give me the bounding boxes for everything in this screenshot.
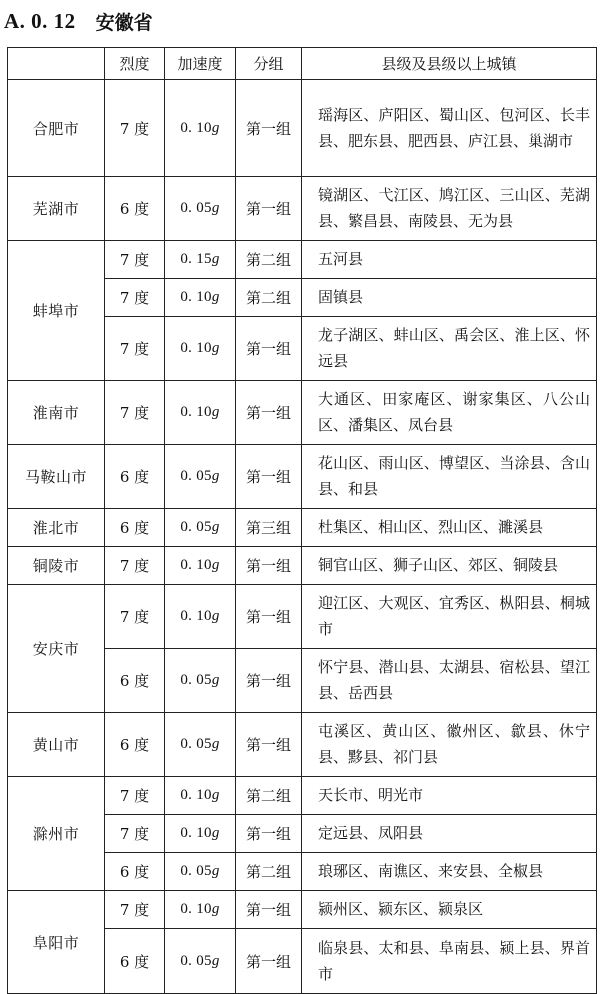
towns-cell: 杜集区、相山区、烈山区、濉溪县 [302, 509, 597, 547]
towns-cell: 琅琊区、南谯区、来安县、全椒县 [302, 853, 597, 891]
city-cell: 马鞍山市 [8, 445, 105, 509]
intensity-cell: 6 度 [105, 853, 165, 891]
header-group: 分组 [236, 48, 302, 80]
towns-cell: 瑶海区、庐阳区、蜀山区、包河区、长丰县、肥东县、肥西县、庐江县、巢湖市 [302, 80, 597, 177]
table-row [8, 585, 597, 649]
acceleration-cell [165, 317, 236, 381]
acceleration-value: 0. 15 [180, 251, 212, 267]
intensity-cell: 7 度 [105, 317, 165, 381]
acceleration-value: 0. 05 [180, 952, 212, 969]
group-cell: 第一组 [236, 649, 302, 713]
acceleration-unit: g [211, 672, 220, 688]
table-row [8, 891, 597, 929]
acceleration-value: 0. 10 [180, 289, 212, 305]
city-cell: 蚌埠市 [8, 241, 105, 381]
acceleration-cell [165, 815, 236, 853]
towns-cell: 定远县、凤阳县 [302, 815, 597, 853]
seismic-table [7, 47, 597, 994]
towns-cell: 天长市、明光市 [302, 777, 597, 815]
acceleration-unit: g [211, 608, 220, 624]
intensity-cell: 7 度 [105, 585, 165, 649]
group-cell: 第一组 [236, 547, 302, 585]
intensity-cell: 6 度 [105, 649, 165, 713]
acceleration-unit: g [211, 736, 220, 752]
acceleration-unit: g [211, 404, 220, 420]
group-cell: 第二组 [236, 777, 302, 815]
group-cell: 第二组 [236, 853, 302, 891]
acceleration-cell [165, 381, 236, 445]
acceleration-cell [165, 509, 236, 547]
towns-cell: 屯溪区、黄山区、徽州区、歙县、休宁县、黟县、祁门县 [302, 713, 597, 777]
acceleration-value: 0. 10 [180, 340, 212, 356]
towns-cell: 铜官山区、狮子山区、郊区、铜陵县 [302, 547, 597, 585]
group-cell: 第一组 [236, 317, 302, 381]
intensity-cell: 7 度 [105, 547, 165, 585]
group-cell: 第二组 [236, 241, 302, 279]
towns-cell: 花山区、雨山区、博望区、当涂县、含山县、和县 [302, 445, 597, 509]
section-heading [4, 4, 153, 38]
acceleration-unit: g [211, 901, 220, 917]
intensity-cell: 7 度 [105, 815, 165, 853]
city-cell: 淮南市 [8, 381, 105, 445]
acceleration-value: 0. 10 [180, 901, 212, 917]
table-row [8, 713, 597, 777]
acceleration-unit: g [211, 200, 220, 216]
group-cell: 第一组 [236, 929, 302, 994]
group-cell: 第一组 [236, 80, 302, 177]
acceleration-cell [165, 713, 236, 777]
acceleration-unit: g [211, 825, 220, 841]
group-cell: 第一组 [236, 381, 302, 445]
acceleration-cell [165, 241, 236, 279]
towns-cell: 大通区、田家庵区、谢家集区、八公山区、潘集区、凤台县 [302, 381, 597, 445]
intensity-cell: 6 度 [105, 713, 165, 777]
group-cell: 第一组 [236, 585, 302, 649]
intensity-cell: 6 度 [105, 929, 165, 994]
header-city [8, 48, 105, 80]
acceleration-value: 0. 05 [180, 736, 212, 752]
acceleration-cell [165, 547, 236, 585]
acceleration-cell [165, 777, 236, 815]
intensity-cell: 7 度 [105, 279, 165, 317]
acceleration-value: 0. 10 [180, 404, 212, 420]
towns-cell: 临泉县、太和县、阜南县、颍上县、界首市 [302, 929, 597, 994]
section-code: A. 0. 12 [4, 8, 76, 33]
table-row [8, 445, 597, 509]
acceleration-cell [165, 585, 236, 649]
intensity-cell: 7 度 [105, 381, 165, 445]
intensity-cell: 6 度 [105, 177, 165, 241]
acceleration-unit: g [211, 251, 220, 267]
acceleration-unit: g [211, 289, 220, 305]
acceleration-unit: g [211, 519, 220, 535]
group-cell: 第一组 [236, 891, 302, 929]
acceleration-value: 0. 05 [180, 519, 212, 535]
group-cell: 第三组 [236, 509, 302, 547]
towns-cell: 镜湖区、弋江区、鸠江区、三山区、芜湖县、繁昌县、南陵县、无为县 [302, 177, 597, 241]
acceleration-cell [165, 649, 236, 713]
towns-cell: 怀宁县、潜山县、太湖县、宿松县、望江县、岳西县 [302, 649, 597, 713]
acceleration-unit: g [211, 952, 220, 969]
city-cell: 滁州市 [8, 777, 105, 891]
acceleration-cell [165, 80, 236, 177]
table-header-row [8, 48, 597, 80]
acceleration-cell [165, 177, 236, 241]
intensity-cell: 7 度 [105, 891, 165, 929]
acceleration-value: 0. 10 [180, 557, 212, 573]
acceleration-value: 0. 05 [180, 863, 212, 879]
header-towns: 县级及县级以上城镇 [302, 48, 597, 80]
table-row [8, 381, 597, 445]
acceleration-cell [165, 891, 236, 929]
group-cell: 第一组 [236, 177, 302, 241]
province-name: 安徽省 [95, 11, 153, 34]
acceleration-cell [165, 445, 236, 509]
towns-cell: 颍州区、颍东区、颍泉区 [302, 891, 597, 929]
group-cell: 第一组 [236, 445, 302, 509]
acceleration-value: 0. 10 [180, 119, 212, 136]
acceleration-unit: g [211, 340, 220, 356]
acceleration-value: 0. 10 [180, 787, 212, 803]
city-cell: 铜陵市 [8, 547, 105, 585]
group-cell: 第二组 [236, 279, 302, 317]
towns-cell: 迎江区、大观区、宜秀区、枞阳县、桐城市 [302, 585, 597, 649]
acceleration-value: 0. 05 [180, 672, 212, 688]
intensity-cell: 6 度 [105, 509, 165, 547]
acceleration-unit: g [211, 787, 220, 803]
intensity-cell: 7 度 [105, 777, 165, 815]
intensity-cell: 7 度 [105, 241, 165, 279]
towns-cell: 龙子湖区、蚌山区、禹会区、淮上区、怀远县 [302, 317, 597, 381]
city-cell: 黄山市 [8, 713, 105, 777]
city-cell: 安庆市 [8, 585, 105, 713]
acceleration-unit: g [211, 863, 220, 879]
acceleration-value: 0. 05 [180, 200, 212, 216]
table-row [8, 777, 597, 815]
acceleration-unit: g [211, 468, 220, 484]
intensity-cell: 7 度 [105, 80, 165, 177]
acceleration-value: 0. 10 [180, 825, 212, 841]
towns-cell: 固镇县 [302, 279, 597, 317]
table-row [8, 509, 597, 547]
acceleration-value: 0. 10 [180, 608, 212, 624]
acceleration-cell [165, 853, 236, 891]
acceleration-unit: g [211, 557, 220, 573]
city-cell: 合肥市 [8, 80, 105, 177]
table-row [8, 177, 597, 241]
acceleration-cell [165, 929, 236, 994]
header-acceleration: 加速度 [165, 48, 236, 80]
intensity-cell: 6 度 [105, 445, 165, 509]
towns-cell: 五河县 [302, 241, 597, 279]
acceleration-cell [165, 279, 236, 317]
table-row [8, 547, 597, 585]
city-cell: 芜湖市 [8, 177, 105, 241]
table-row [8, 241, 597, 279]
group-cell: 第一组 [236, 815, 302, 853]
header-intensity: 烈度 [105, 48, 165, 80]
table-row [8, 80, 597, 177]
acceleration-value: 0. 05 [180, 468, 212, 484]
group-cell: 第一组 [236, 713, 302, 777]
acceleration-unit: g [211, 119, 220, 136]
city-cell: 淮北市 [8, 509, 105, 547]
city-cell: 阜阳市 [8, 891, 105, 994]
